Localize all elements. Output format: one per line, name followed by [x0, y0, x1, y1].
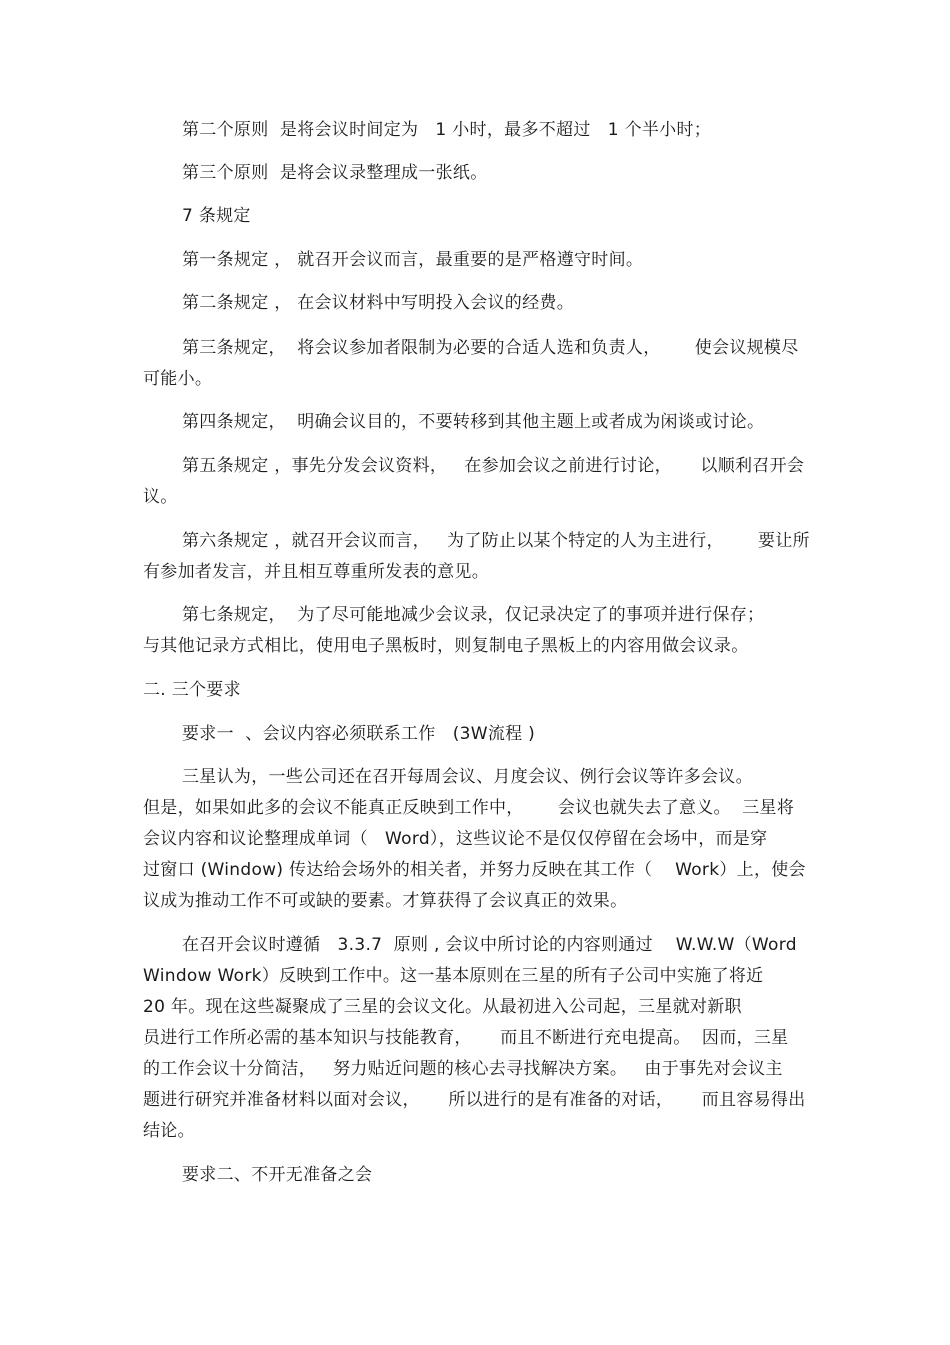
text-line: 第六条规定 ，就召开会议而言， 为了防止以某个特定的人为主进行， 要让所 — [182, 531, 810, 551]
section-heading: 二. 三个要求 — [143, 680, 241, 700]
section-heading: 7 条规定 — [182, 206, 251, 226]
text-line: 但是，如果如此多的会议不能真正反映到工作中， 会议也就失去了意义。 三星将 — [143, 798, 795, 818]
text-line: 第七条规定， 为了尽可能地减少会议录，仅记录决定了的事项并进行保存； — [182, 605, 765, 625]
text-line: 议。 — [143, 487, 178, 507]
text-line: 第五条规定 ，事先分发会议资料， 在参加会议之前进行讨论， 以顺利召开会 — [182, 456, 805, 476]
text-line: 第四条规定， 明确会议目的，不要转移到其他主题上或者成为闲谈或讨论。 — [182, 412, 765, 432]
subsection-heading: 要求二、不开无准备之会 — [182, 1165, 373, 1185]
text-line: 题进行研究并准备材料以面对会议， 所以进行的是有准备的对话， 而且容易得出 — [143, 1090, 806, 1110]
text-line: 有参加者发言，并且相互尊重所发表的意见。 — [143, 562, 489, 582]
text-line: 的工作会议十分简洁， 努力贴近问题的核心去寻找解决方案。 由于事先对会议主 — [143, 1059, 783, 1079]
text-line: 第二个原则 是将会议时间定为 1 小时，最多不超过 1 个半小时； — [182, 120, 712, 140]
text-line: 可能小。 — [143, 369, 213, 389]
text-line: 员进行工作所必需的基本知识与技能教育， 而且不断进行充电提高。 因而，三星 — [143, 1028, 789, 1048]
text-line: 第三条规定， 将会议参加者限制为必要的合适人选和负责人， 使会议规模尽 — [182, 338, 799, 358]
text-line: 在召开会议时遵循 3.3.7 原则 , 会议中所讨论的内容则通过 W.W.W（Word — [182, 935, 797, 955]
text-line: 第三个原则 是将会议录整理成一张纸。 — [182, 163, 488, 183]
text-line: 结论。 — [143, 1121, 195, 1141]
text-line: 过窗口 (Window) 传达给会场外的相关者，并努力反映在其工作（ Work）上，使会 — [143, 860, 806, 880]
text-line: 会议内容和议论整理成单词（ Word），这些议论不是仅仅停留在会场中，而是穿 — [143, 829, 768, 849]
text-line: 与其他记录方式相比，使用电子黑板时，则复制电子黑板上的内容用做会议录。 — [143, 636, 749, 656]
subsection-heading: 要求一 、会议内容必须联系工作 (3W流程 ) — [182, 724, 536, 744]
text-line: 第一条规定 ， 就召开会议而言，最重要的是严格遵守时间。 — [182, 250, 644, 270]
text-line: 第二条规定 ， 在会议材料中写明投入会议的经费。 — [182, 293, 575, 313]
text-line: 议成为推动工作不可或缺的要素。才算获得了会议真正的效果。 — [143, 891, 628, 911]
text-line: 20 年。现在这些凝聚成了三星的会议文化。从最初进入公司起，三星就对新职 — [143, 997, 742, 1017]
text-line: Window Work）反映到工作中。这一基本原则在三星的所有子公司中实施了将近 — [143, 966, 764, 986]
text-line: 三星认为，一些公司还在召开每周会议、月度会议、例行会议等许多会议。 — [182, 767, 753, 787]
